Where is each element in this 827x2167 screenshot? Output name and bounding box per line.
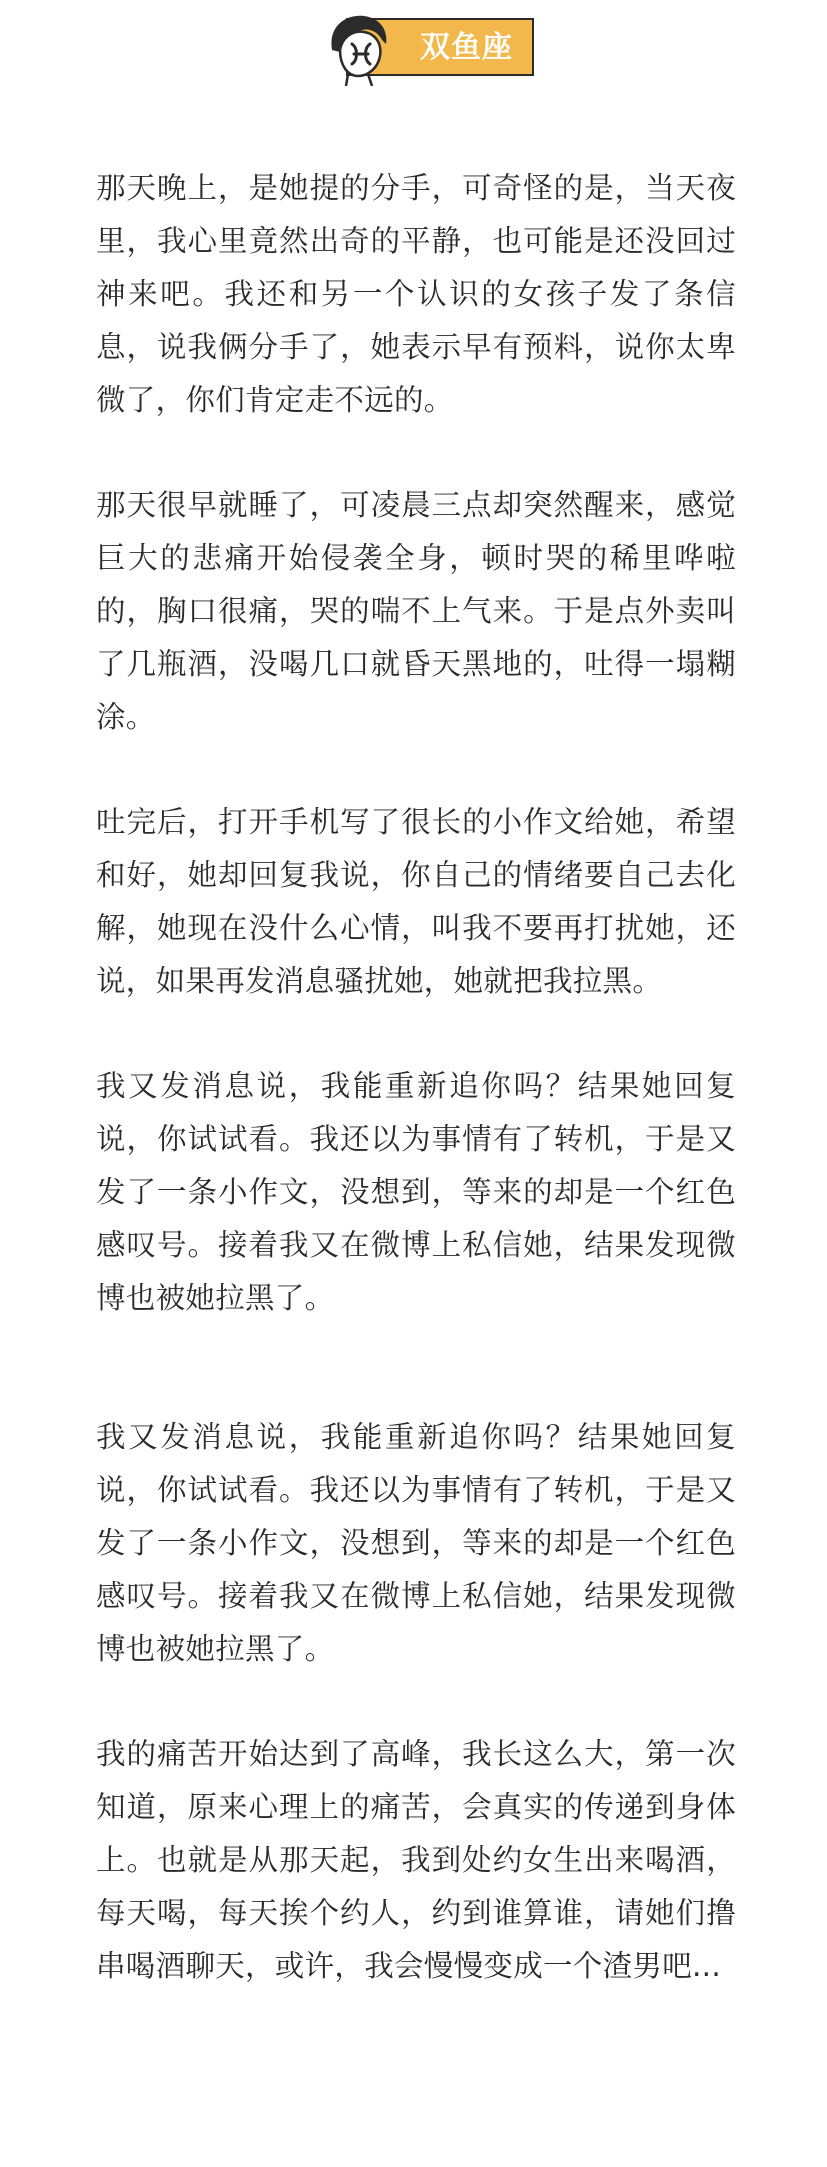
article-paragraph: 我又发消息说，我能重新追你吗？结果她回复说，你试试看。我还以为事情有了转机，于是又发了一条小作文，没想到，等来的却是一个红色感叹号。接着我又在微博上私信她，结果发现微博也被她拉黑了。	[96, 1420, 736, 1666]
article-paragraph: 我又发消息说，我能重新追你吗？结果她回复说，你试试看。我还以为事情有了转机，于是又发了一条小作文，没想到，等来的却是一个红色感叹号。接着我又在微博上私信她，结果发现微博也被她拉黑了。	[96, 1069, 736, 1315]
article-paragraph: 吐完后，打开手机写了很长的小作文给她，希望和好，她却回复我说，你自己的情绪要自己去化解，她现在没什么心情，叫我不要再打扰她，还说，如果再发消息骚扰她，她就把我拉黑。	[96, 805, 736, 998]
article-paragraph: 我的痛苦开始达到了高峰，我长这么大，第一次知道，原来心理上的痛苦，会真实的传递到身体上。也就是从那天起，我到处约女生出来喝酒，每天喝，每天挨个约人，约到谁算谁，请她们撸串喝酒聊天，或许，我会慢慢变成一个渣男吧...	[96, 1737, 736, 1983]
article-paragraph: 那天很早就睡了，可凌晨三点却突然醒来，感觉巨大的悲痛开始侵袭全身，顿时哭的稀里哗啦的，胸口很痛，哭的喘不上气来。于是点外卖叫了几瓶酒，没喝几口就昏天黑地的，吐得一塌糊涂。	[96, 488, 736, 734]
article-paragraph: 那天晚上，是她提的分手，可奇怪的是，当天夜里，我心里竟然出奇的平静，也可能是还没回过神来吧。我还和另一个认识的女孩子发了条信息，说我俩分手了，她表示早有预料，说你太卑微了，你们肯定走不远的。	[96, 171, 736, 417]
zodiac-header	[318, 10, 538, 86]
article-body	[96, 162, 736, 1993]
zodiac-badge-label: 双鱼座	[420, 30, 513, 65]
pisces-mascot-icon	[318, 10, 398, 86]
